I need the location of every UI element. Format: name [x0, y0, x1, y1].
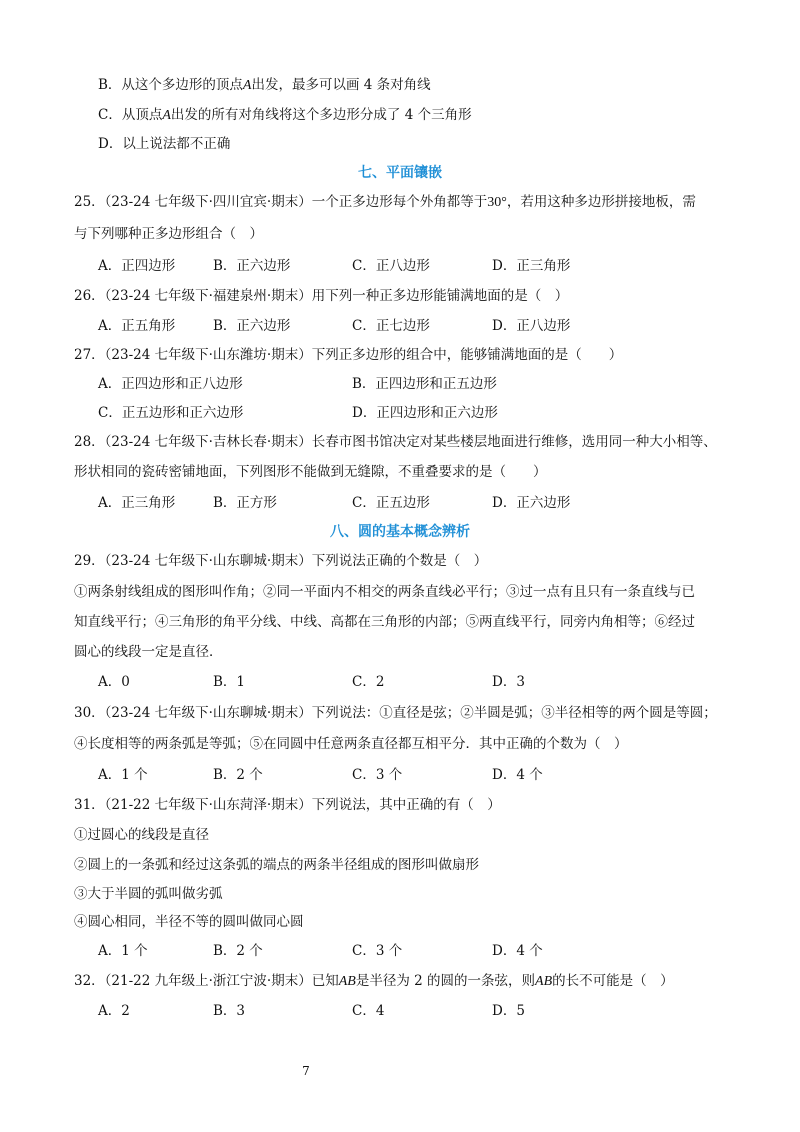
- statement-3: ③大于半圆的弧叫做劣弧: [74, 886, 223, 902]
- q30-option-b: B．2 个: [213, 767, 263, 783]
- option-c-text: C．从顶点: [98, 107, 163, 123]
- q32-option-a: A．2: [98, 1003, 130, 1019]
- q25-option-c: C．正八边形: [352, 258, 430, 274]
- q26-option-c: C．正七边形: [352, 318, 430, 334]
- q29-option-a: A．0: [98, 674, 130, 690]
- q25-option-a: A．正四边形: [98, 258, 176, 274]
- question-32-text: 32．（21-22 九年级上·浙江宁波·期末）已知: [74, 973, 339, 989]
- statement-2: ②圆上的一条弧和经过这条弧的端点的两条半径组成的图形叫做扇形: [74, 857, 479, 873]
- question-30-line2: ④长度相等的两条弧是等弧；⑤在同圆中任意两条直径都互相平分．其中正确的个数为（ ）: [74, 736, 628, 752]
- option-b: [98, 75, 431, 96]
- vertex-a-var: A: [162, 108, 171, 123]
- q31-option-b: B．2 个: [213, 943, 263, 959]
- q28-option-d: D．正六边形: [492, 495, 571, 511]
- q27-option-a: A．正四边形和正八边形: [98, 376, 243, 392]
- section-heading-8: 八、圆的基本概念辨析: [330, 524, 470, 540]
- q26-option-b: B．正六边形: [213, 318, 291, 334]
- question-26-line1: 26．（23-24 七年级下·福建泉州·期末）用下列一种正多边形能铺满地面的是（ ）: [74, 288, 569, 304]
- q26-option-a: A．正五角形: [98, 318, 176, 334]
- question-31-line1: 31．（21-22 七年级下·山东菏泽·期末）下列说法，其中正确的有（ ）: [74, 797, 501, 813]
- q27-option-b: B．正四边形和正五边形: [352, 376, 497, 392]
- q28-option-b: B．正方形: [213, 495, 277, 511]
- q32-option-c: C．4: [352, 1003, 385, 1019]
- question-28-line2: 形状相同的瓷砖密铺地面，下列图形不能做到无缝隙，不重叠要求的是（ ）: [74, 464, 547, 480]
- statement-1: ①过圆心的线段是直径: [74, 827, 209, 843]
- question-28-line1: 28．（23-24 七年级下·吉林长春·期末）长春市图书馆决定对某些楼层地面进行维修，选用同一种大小相等、: [74, 434, 717, 450]
- angle-value: 30°: [487, 195, 507, 210]
- question-32-text-mid: 是半径为 2 的圆的一条弦，则: [355, 973, 536, 989]
- q31-option-d: D．4 个: [492, 943, 543, 959]
- question-25-line1: [74, 192, 696, 213]
- section-heading-7: 七、平面镶嵌: [358, 165, 442, 181]
- question-25-text: 25．（23-24 七年级下·四川宜宾·期末）一个正多边形每个外角都等于: [74, 194, 488, 210]
- question-30-line1: 30．（23-24 七年级下·山东聊城·期末）下列说法：①直径是弦；②半圆是弧；③半径相等的两个圆是等圆；: [74, 705, 717, 721]
- q29-option-c: C．2: [352, 674, 385, 690]
- chord-ab-var: AB: [535, 974, 553, 989]
- question-29-line3: 知直线平行；④三角形的角平分线、中线、高都在三角形的内部；⑤两直线平行，同旁内角相等；⑥经过: [74, 614, 695, 630]
- statement-4: ④圆心相同，半径不等的圆叫做同心圆: [74, 914, 304, 930]
- question-29-line2: ①两条射线组成的图形叫作角；②同一平面内不相交的两条直线必平行；③过一点有且只有一条直线与已: [74, 584, 695, 600]
- question-25-text-end: ，若用这种多边形拼接地板，需: [506, 194, 696, 210]
- question-25-line2: 与下列哪种正多边形组合（ ）: [74, 226, 263, 242]
- option-d: D．以上说法都不正确: [98, 136, 231, 152]
- q27-option-d: D．正四边形和正六边形: [352, 405, 498, 421]
- vertex-a-var: A: [242, 78, 252, 93]
- question-27-line1: 27．（23-24 七年级下·山东潍坊·期末）下列正多边形的组合中，能够铺满地面的是（ ）: [74, 347, 623, 363]
- option-c: [98, 105, 472, 126]
- question-32-line1: [74, 971, 674, 992]
- q29-option-d: D．3: [492, 674, 525, 690]
- option-b-text-end: 出发，最多可以画 4 条对角线: [251, 77, 431, 93]
- question-29-line4: 圆心的线段一定是直径．: [74, 644, 223, 660]
- option-c-text-end: 出发的所有对角线将这个多边形分成了 4 个三角形: [170, 107, 472, 123]
- q30-option-c: C．3 个: [352, 767, 403, 783]
- q26-option-d: D．正八边形: [492, 318, 571, 334]
- chord-ab-var: AB: [338, 974, 356, 989]
- q29-option-b: B．1: [213, 674, 246, 690]
- q32-option-d: D．5: [492, 1003, 525, 1019]
- q30-option-a: A．1 个: [98, 767, 148, 783]
- question-29-line1: 29．（23-24 七年级下·山东聊城·期末）下列说法正确的个数是（ ）: [74, 553, 488, 569]
- page-number: 7: [302, 1064, 310, 1078]
- q25-option-d: D．正三角形: [492, 258, 571, 274]
- q32-option-b: B．3: [213, 1003, 246, 1019]
- option-b-text: B．从这个多边形的顶点: [98, 77, 243, 93]
- q28-option-c: C．正五边形: [352, 495, 430, 511]
- q28-option-a: A．正三角形: [98, 495, 176, 511]
- q27-option-c: C．正五边形和正六边形: [98, 405, 244, 421]
- q31-option-c: C．3 个: [352, 943, 403, 959]
- q30-option-d: D．4 个: [492, 767, 543, 783]
- q31-option-a: A．1 个: [98, 943, 148, 959]
- question-32-text-end: 的长不可能是（ ）: [552, 973, 674, 989]
- q25-option-b: B．正六边形: [213, 258, 291, 274]
